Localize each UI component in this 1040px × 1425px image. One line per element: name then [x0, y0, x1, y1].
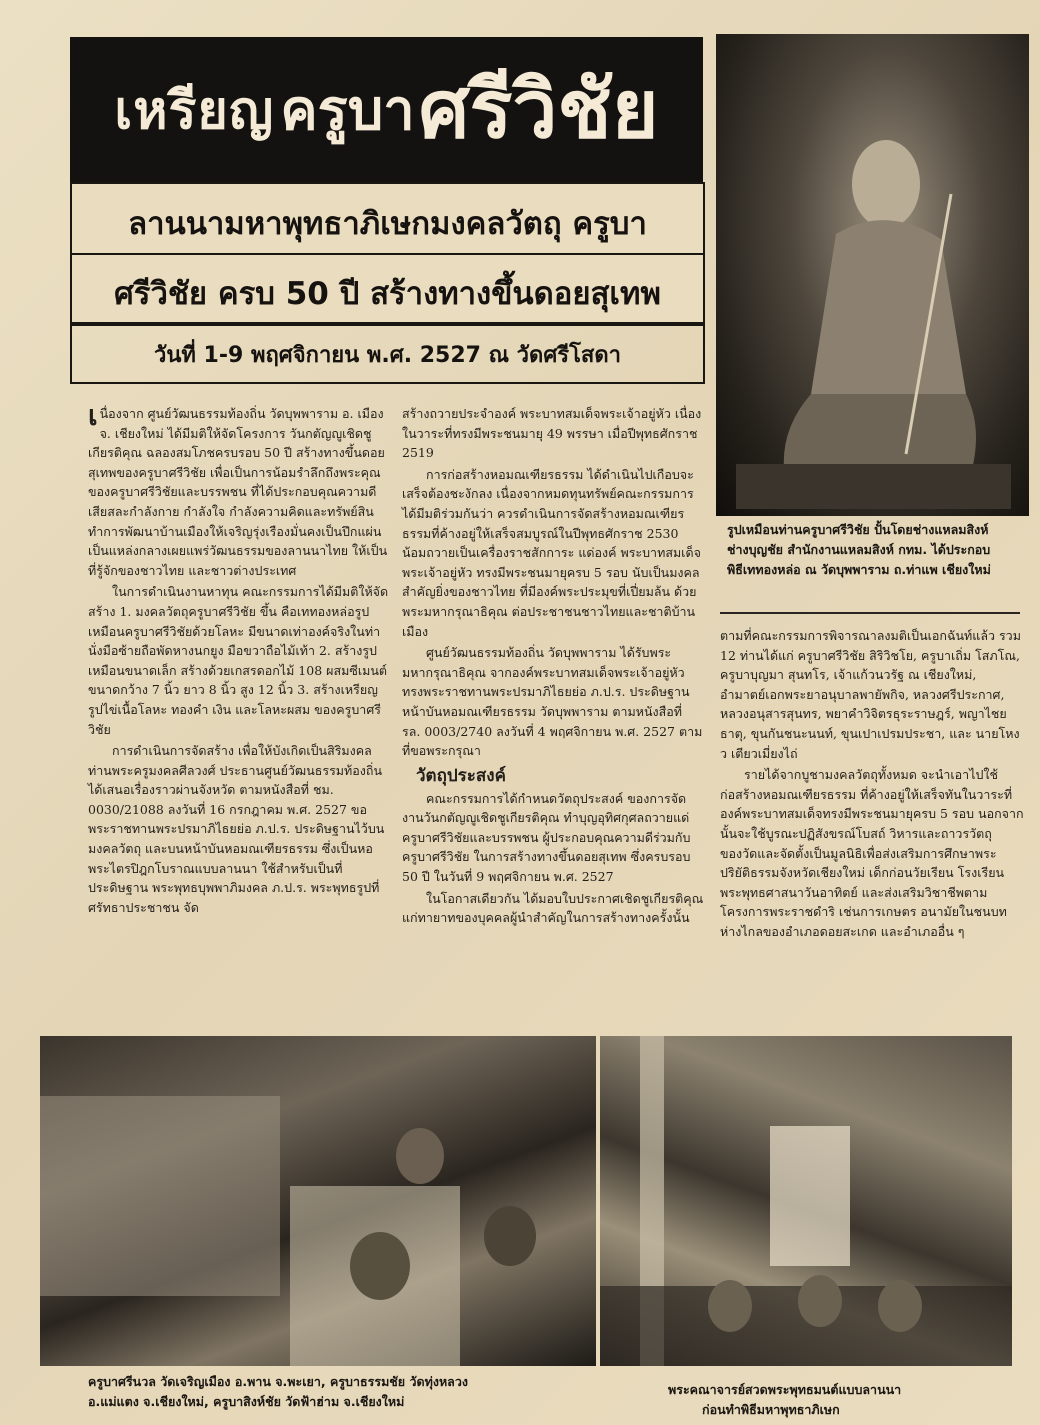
right-photo-caption: [668, 1380, 998, 1420]
chanting-illustration: [600, 1036, 1012, 1366]
left-photo-caption: [88, 1372, 528, 1412]
article-column-2: [402, 404, 704, 930]
monks-illustration: [40, 1036, 596, 1366]
paragraph: [88, 399, 390, 580]
article-column-3: [720, 626, 1024, 944]
title-word-2: ครูบา: [280, 78, 415, 143]
subtitle-line-1: ลานนามหาพุทธาภิเษกมงคลวัตถุ ครูบา: [128, 206, 647, 242]
caption-line: พิธีเททองหล่อ ณ วัดบุพพาราม ถ.ท่าแพ เชียงใหม่: [727, 562, 991, 577]
section-heading: วัตถุประสงค์: [416, 765, 506, 786]
statue-photo: [716, 34, 1029, 516]
paragraph: สร้างถวายประจำองค์ พระบาทสมเด็จพระเจ้าอยู่หัว เนื่องในวาระที่ทรงมีพระชนมายุ 49 พรรษา เมื่อปีพุทธศักราช 2519: [402, 406, 702, 461]
event-date: วันที่ 1-9 พฤศจิกายน พ.ศ. 2527 ณ วัดศรีโสดา: [70, 324, 705, 384]
caption-line: ครูบาศรีนวล วัดเจริญเมือง อ.พาน จ.พะเยา, ครูบาธรรมชัย วัดทุ่งหลวง: [88, 1374, 468, 1389]
subtitle-box: [70, 182, 705, 324]
caption-line: ช่างบุญชัย สำนักงานแหลมสิงห์ กทม. ได้ประกอบ: [727, 542, 991, 557]
paragraph: รายได้จากบูชามงคลวัตถุทั้งหมด จะนำเอาไปใช้ก่อสร้างหอมณเฑียรธรรม ที่ค้างอยู่ให้เสร็จทันในวาระที่องค์พระบาทสมเด็จทรงมีพระชนมายุครบ 5 รอบ นอกจากนั้นจะใช้บูรณะปฏิสังขรณ์โบสถ์ วิหารและถาวรวัตถุของวัดและจัดตั้งเป็นมูลนิธิเพื่อส่งเสริมการศึกษาพระปริยัติธรรมจังหวัดเชียงใหม่ เด็กก่อนวัยเรียน โรงเรียนพระพุทธศาสนาวันอาทิตย์ และส่งเสริมวิชาชีพตามโครงการพระราชดำริ เช่นการเกษตร อนามัยในชนบทห่างไกลของอำเภอดอยสะเกด และอำเภออื่น ๆ: [720, 767, 1024, 939]
subtitle-line-2: ศรีวิชัย ครบ 50 ปี สร้างทางขึ้นดอยสุเทพ: [114, 276, 661, 312]
statue-caption: [727, 520, 1032, 580]
ceremony-photo-right: [600, 1036, 1012, 1366]
title-word-1: เหรียญ: [114, 81, 275, 141]
article-column-1: [88, 399, 390, 919]
paragraph: ศูนย์วัฒนธรรมท้องถิ่น วัดบุพพาราม ได้รับพระมหากรุณาธิคุณ จากองค์พระบาทสมเด็จพระเจ้าอยู่หัว ทรงพระราชทานพระปรมาภิไธยย่อ ภ.ป.ร. ประดิษฐานหน้าบันหอมณเฑียรธรรม วัดบุพพาราม ตามหนังสือที่ รล. 0003/2740 ลงวันที่ 4 พฤศจิกายน พ.ศ. 2527 ตามที่ขอพระกรุณา: [402, 645, 703, 759]
statue-illustration: [716, 34, 1029, 516]
paragraph: ตามที่คณะกรรมการพิจารณาลงมติเป็นเอกฉันท์แล้ว รวม 12 ท่านได้แก่ ครูบาศรีวิชัย สิริวิชโย, ครูบาเถิ่ม โสภโณ, ครูบาบุญมา สุนทโร, เจ้าแก้วนวรัฐ ณ เชียงใหม่, อำมาตย์เอกพระยาอนุบาลพายัพกิจ, หลวงศรีประกาศ, หลวงอนุสารสุนทร, พยาคำวิจิตรธุระราษฎร์, พญาไชยธาตุ, ขุนกันชนะนนท์, ขุนเปาเปรมประชา, และ นายโหงว เตียวเมี่ยงไถ่: [720, 628, 1021, 761]
caption-line: ก่อนทำพิธีมหาพุทธาภิเษก: [702, 1402, 840, 1417]
caption-line: อ.แม่แตง จ.เชียงใหม่, ครูบาสิงห์ชัย วัดฟ้าฮ่าม จ.เชียงใหม่: [88, 1394, 405, 1409]
paragraph-text: นื่องจาก ศูนย์วัฒนธรรมท้องถิ่น วัดบุพพาราม อ. เมือง จ. เชียงใหม่ ได้มีมติให้จัดโครงการ วันกตัญญูเชิดชูเกียรติคุณ ฉลองสมโภชครบรอบ 50 ปี สร้างทางขึ้นดอยสุเทพของครูบาศรีวิชัย เพื่อเป็นการน้อมรำลึกถึงพระคุณ ของครูบาศรีวิชัยและบรรพชน ที่ได้ประกอบคุณความดีเสียสละกำลังกาย กำลังใจ กำลังความคิดและทรัพย์สิน ทำการพัฒนาบ้านเมืองให้เจริญรุ่งเรืองมั่นคงเป็นปึกแผ่น เป็นแหล่งกลางเผยแพร่วัฒนธรรมของลานนาไทย ให้เป็นที่รู้จักของชาวไทย และชาวต่างประเทศ: [88, 406, 388, 578]
caption-rule: [720, 612, 1020, 614]
paragraph: คณะกรรมการได้กำหนดวัตถุประสงค์ ของการจัดงานวันกตัญญูเชิดชูเกียรติคุณ ทำบุญอุทิศกุศลถวายแด่ครูบาศรีวิชัยและบรรพชน ผู้ประกอบคุณความดีร่วมกับครูบาศรีวิชัย ในการสร้างทางขึ้นดอยสุเทพ ซึ่งครบรอบ 50 ปี ในวันที่ 9 พฤศจิกายน พ.ศ. 2527: [402, 790, 691, 885]
caption-line: รูปเหมือนท่านครูบาศรีวิชัย ปั้นโดยช่างแหลมสิงห์: [727, 522, 989, 537]
paragraph: การดำเนินการจัดสร้าง เพื่อให้บังเกิดเป็นสิริมงคล ท่านพระครูมงคลศีลวงศ์ ประธานศูนย์วัฒนธรรมท้องถิ่น ได้เสนอเรื่องราวผ่านจังหวัด ตามหนังสือที่ ชม. 0030/21088 ลงวันที่ 16 กรกฎาคม พ.ศ. 2527 ขอพระราชทานพระปรมาภิไธยย่อ ภ.ป.ร. ประดิษฐานไว้บนมงคลวัตถุ และบนหน้าบันหอมณเฑียรธรรม ซึ่งเป็นหอพระไตรปิฎกโบราณแบบลานนา ใช้สำหรับเป็นที่ประดิษฐาน พระพุทธบุพพาภิมงคล ภ.ป.ร. พระพุทธรูปที่ศรัทธาประชาชน จัด: [88, 743, 385, 915]
title-word-3: ศรีวิชัย: [418, 62, 659, 156]
caption-line: พระคณาจารย์สวดพระพุทธมนต์แบบลานนา: [668, 1382, 902, 1397]
title-banner: [70, 37, 703, 182]
paragraph: การก่อสร้างหอมณเฑียรธรรม ได้ดำเนินไปเกือบจะเสร็จต้องชะงักลง เนื่องจากหมดทุนทรัพย์คณะกรรมการได้มีมติร่วมกันว่า ควรดำเนินการจัดสร้างหอมณเฑียรธรรมที่ค้างอยู่ให้เสร็จสมบูรณ์ในปีพุทธศักราช 2530 น้อมถวายเป็นเครื่องราชสักการะ แด่องค์ พระบาทสมเด็จพระเจ้าอยู่หัว ทรงมีพระชนมายุครบ 5 รอบ นับเป็นมงคลสำคัญยิ่งของชาวไทย ที่มีองค์พระประมุขที่เปี่ยมล้น ด้วยพระมหากรุณาธิคุณ ต่อประชาชนชาวไทยและชาติบ้านเมือง: [402, 466, 701, 639]
paragraph: ในโอกาสเดียวกัน ได้มอบใบประกาศเชิดชูเกียรติคุณ แก่ทายาทของบุคคลผู้นำสำคัญในการสร้างทางครั้งนั้น: [402, 890, 704, 926]
subtitle-divider: [72, 253, 703, 255]
drop-cap: เ: [88, 399, 98, 432]
ceremony-photo-left: [40, 1036, 596, 1366]
paragraph: ในการดำเนินงานหาทุน คณะกรรมการได้มีมติให้จัดสร้าง 1. มงคลวัตถุครูบาศรีวิชัย ขึ้น คือเททองหล่อรูปเหมือนครูบาศรีวิชัยด้วยโลหะ มีขนาดเท่าองค์จริงในท่านั่งมือซ้ายถือพัดหางนกยูง มือขวาถือไม้เท้า 2. สร้างรูปเหมือนขนาดเล็ก สร้างด้วยเกสรดอกไม้ 108 ผสมซีเมนต์ ขนาดกว้าง 7 นิ้ว ยาว 8 นิ้ว สูง 12 นิ้ว 3. สร้างเหรียญรูปไข่เนื้อโลหะ ทองคำ เงิน และโลหะผสม ของครูบาศรีวิชัย: [88, 584, 389, 737]
